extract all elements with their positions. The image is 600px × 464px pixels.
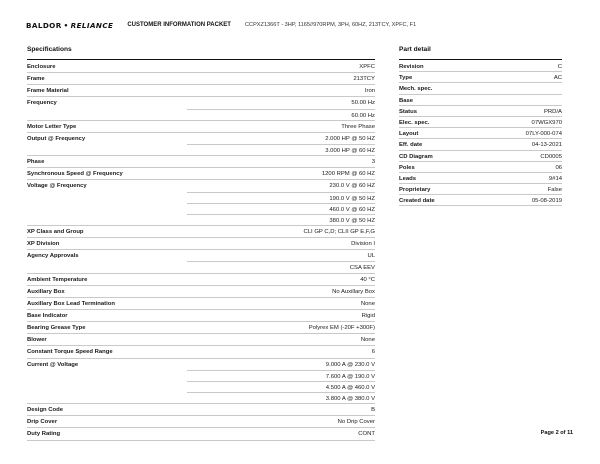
part-value: PRD/A (543, 108, 562, 115)
spec-values (187, 359, 375, 404)
spec-row (27, 97, 375, 120)
part-value: AC (553, 75, 562, 82)
spec-row (27, 133, 375, 156)
part-label: Type (399, 75, 413, 82)
spec-values (187, 274, 375, 285)
part-row (399, 184, 562, 195)
spec-label: XP Class and Group (27, 228, 84, 235)
spec-value: CLI GP C,D; CLII GP E,F,G (303, 228, 375, 235)
spec-label: Ambient Temperature (27, 276, 88, 283)
part-value: CD0005 (540, 153, 562, 160)
spec-label: Auxillary Box Lead Termination (27, 300, 115, 307)
spec-value: Polyrex EM (-20F +300F) (308, 325, 375, 332)
document-subtitle: CCPXZ1366T - 3HP, 1165//970RPM, 3PH, 60HZ, 213TCY, XPFC, F1 (244, 22, 417, 28)
spec-label: Duty Rating (27, 431, 61, 438)
spec-values (187, 73, 375, 84)
spec-row (27, 359, 375, 405)
spec-values (187, 286, 375, 297)
part-row (399, 139, 562, 150)
spec-row (27, 416, 375, 428)
spec-value: B (371, 407, 375, 414)
spec-values (187, 121, 375, 132)
spec-row (27, 334, 375, 346)
part-value: 05-08-2019 (531, 198, 562, 205)
spec-value: None (360, 337, 375, 344)
part-row (399, 117, 562, 128)
part-row (399, 151, 562, 162)
spec-label: Design Code (27, 407, 64, 414)
part-value: C (557, 64, 562, 70)
spec-label: Frame Material (27, 88, 69, 95)
spec-values (187, 404, 375, 415)
spec-values (187, 322, 375, 333)
part-label: Base (399, 97, 414, 104)
part-label: Poles (399, 164, 415, 171)
part-label: Proprietary (399, 187, 431, 194)
part-label: Leads (399, 175, 417, 182)
spec-value: Three Phase (341, 123, 375, 130)
spec-value: 3 (371, 159, 375, 166)
part-value: 07LY-000-074 (525, 131, 562, 138)
spec-label: XP Division (27, 241, 60, 248)
spec-value: 3.000 HP @ 60 HZ (187, 144, 375, 155)
part-label: Status (399, 108, 418, 115)
brand-logo: BALDOR • RELIANCE (26, 20, 114, 30)
spec-values (187, 168, 375, 179)
spec-values (187, 310, 375, 321)
spec-value: None (360, 300, 375, 307)
specifications-rule (27, 59, 375, 60)
spec-label: Agency Approvals (27, 253, 79, 260)
part-row (399, 162, 562, 173)
spec-value: 40 °C (360, 276, 375, 283)
spec-value: No Auxillary Box (332, 288, 375, 295)
spec-label: Constant Torque Speed Range (27, 349, 113, 356)
spec-row (27, 322, 375, 334)
spec-label: Base Indicator (27, 312, 68, 319)
spec-value: 4.500 A @ 460.0 V (187, 381, 375, 392)
spec-values (187, 180, 375, 225)
spec-value: 50.00 Hz (351, 100, 375, 107)
spec-label: Frequency (27, 100, 57, 107)
spec-value: 6 (371, 349, 375, 356)
spec-label: Voltage @ Frequency (27, 183, 87, 190)
spec-value: Division I (351, 241, 375, 248)
spec-label: Motor Letter Type (27, 123, 77, 130)
part-value: False (547, 187, 562, 194)
spec-label: Frame (27, 76, 45, 83)
spec-values (187, 346, 375, 357)
part-row (399, 83, 562, 94)
part-value: 07WGX970 (531, 119, 562, 126)
document-title: CUSTOMER INFORMATION PACKET (127, 22, 231, 28)
spec-row (27, 298, 375, 310)
part-row (399, 128, 562, 139)
part-value: 06 (555, 164, 562, 171)
spec-row (27, 250, 375, 273)
spec-values (187, 97, 375, 119)
spec-row (27, 404, 375, 416)
part-detail-rule (399, 59, 562, 60)
spec-value: 3.800 A @ 380.0 V (187, 392, 375, 403)
spec-values (187, 250, 375, 272)
spec-label: Auxillary Box (27, 288, 65, 295)
part-row (399, 95, 562, 106)
part-value: 04-13-2021 (531, 142, 562, 149)
spec-values (187, 416, 375, 427)
spec-values (187, 428, 375, 439)
spec-value: Rigid (361, 312, 375, 319)
spec-value: 1200 RPM @ 60 HZ (321, 171, 375, 178)
spec-value: 9.000 A @ 230.0 V (325, 361, 375, 368)
spec-value: CSA EEV (187, 261, 375, 272)
spec-row (27, 180, 375, 226)
part-label: Eff. date (399, 142, 423, 149)
spec-row (27, 346, 375, 358)
spec-label: Blower (27, 337, 47, 344)
spec-row (27, 61, 375, 73)
spec-values (187, 298, 375, 309)
spec-row (27, 73, 375, 85)
spec-value: 213TCY (353, 76, 375, 83)
spec-row (27, 428, 375, 440)
specifications-table (27, 61, 375, 441)
spec-label: Bearing Grease Type (27, 325, 86, 332)
spec-value: UL (367, 253, 375, 260)
spec-label: Current @ Voltage (27, 361, 79, 368)
part-row (399, 106, 562, 117)
spec-row (27, 286, 375, 298)
spec-values (187, 238, 375, 249)
part-label: CD Diagram (399, 153, 433, 160)
spec-row (27, 238, 375, 250)
spec-values (187, 156, 375, 167)
spec-value: 380.0 V @ 50 HZ (187, 214, 375, 225)
spec-values (187, 61, 375, 72)
specifications-heading: Specifications (27, 46, 72, 53)
spec-label: Phase (27, 159, 45, 166)
spec-values (187, 133, 375, 155)
part-label: Revision (399, 64, 424, 70)
spec-values (187, 334, 375, 345)
part-label: Layout (399, 131, 419, 138)
spec-value: Iron (364, 88, 375, 95)
spec-values (187, 226, 375, 237)
spec-value: 60.00 Hz (187, 109, 375, 120)
part-label: Mech. spec. (399, 86, 433, 93)
spec-row (27, 156, 375, 168)
spec-row (27, 168, 375, 180)
part-detail-heading: Part detail (399, 46, 431, 53)
part-row (399, 195, 562, 206)
part-row (399, 72, 562, 83)
part-row (399, 173, 562, 184)
spec-value: XPFC (359, 64, 375, 70)
part-label: Created date (399, 198, 435, 205)
spec-value: CONT (358, 431, 375, 438)
spec-label: Drip Cover (27, 419, 58, 426)
part-value: 9#14 (548, 175, 562, 182)
part-row (399, 61, 562, 72)
spec-value: 2.000 HP @ 50 HZ (325, 135, 375, 142)
spec-row (27, 226, 375, 238)
spec-row (27, 274, 375, 286)
page-number: Page 2 of 11 (540, 430, 573, 436)
spec-value: No Drip Cover (337, 419, 375, 426)
spec-label: Synchronous Speed @ Frequency (27, 171, 123, 178)
spec-row (27, 85, 375, 97)
spec-value: 230.0 V @ 60 HZ (329, 183, 375, 190)
spec-values (187, 85, 375, 96)
spec-value: 7.600 A @ 190.0 V (187, 370, 375, 381)
spec-value: 460.0 V @ 60 HZ (187, 203, 375, 214)
part-detail-table (399, 61, 562, 206)
spec-label: Enclosure (27, 64, 56, 70)
spec-row (27, 121, 375, 133)
part-label: Elec. spec. (399, 119, 430, 126)
document-header (26, 19, 416, 31)
spec-row (27, 310, 375, 322)
spec-value: 190.0 V @ 50 HZ (187, 192, 375, 203)
spec-label: Output @ Frequency (27, 135, 86, 142)
